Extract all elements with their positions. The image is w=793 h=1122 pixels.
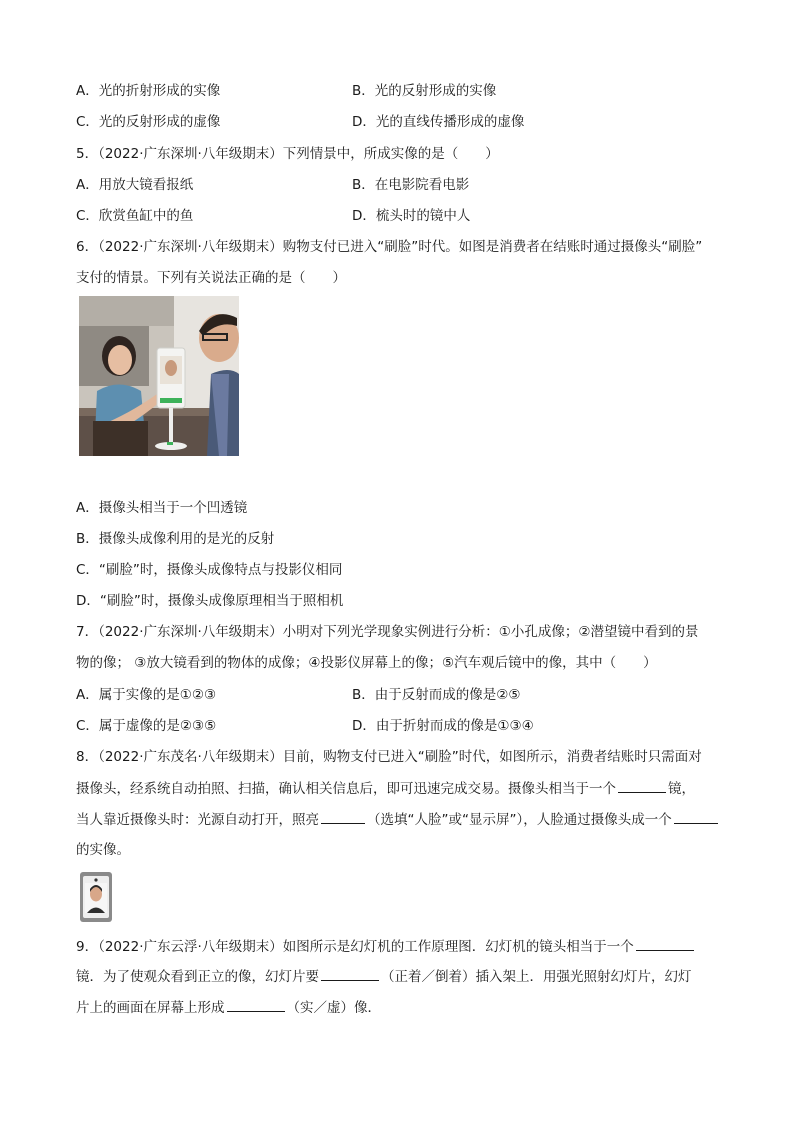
answer-blank-3 bbox=[674, 809, 718, 824]
answer-blank-4 bbox=[636, 936, 694, 951]
q9-line3-text: 片上的画面在屏幕上形成 bbox=[76, 1000, 225, 1016]
q7-option-c: C．属于虚像的是②③⑤ bbox=[76, 718, 217, 734]
q8-line2-text: 摄像头，经系统自动拍照、扫描，确认相关信息后，即可迅速完成交易。摄像头相当于一个 bbox=[76, 781, 616, 797]
q9-line2-end: （正着／倒着）插入架上．用强光照射幻灯片，幻灯 bbox=[381, 969, 692, 985]
q9-line3-end: （实／虚）像． bbox=[286, 1000, 381, 1016]
q6-option-c: C．“刷脸”时，摄像头成像特点与投影仪相同 bbox=[76, 562, 343, 578]
q5-option-c: C．欣赏鱼缸中的鱼 bbox=[76, 208, 194, 224]
q9-line3 bbox=[76, 997, 381, 1018]
q8-line1: 8．（2022·广东茂名·八年级期末）目前，购物支付已进入“刷脸”时代，如图所示，消费者结账时只需面对 bbox=[76, 749, 702, 765]
q9-line1-text: 9．（2022·广东云浮·八年级期末）如图所示是幻灯机的工作原理图．幻灯机的镜头相当于一个 bbox=[76, 939, 634, 955]
answer-blank-6 bbox=[227, 997, 285, 1012]
q8-line3-text: 当人靠近摄像头时：光源自动打开，照亮 bbox=[76, 812, 319, 828]
q4-option-c: C．光的反射形成的虚像 bbox=[76, 114, 221, 130]
q9-line2-text: 镜．为了使观众看到正立的像，幻灯片要 bbox=[76, 969, 319, 985]
q5-stem: 5．（2022·广东深圳·八年级期末）下列情景中，所成实像的是（ ） bbox=[76, 146, 499, 162]
answer-blank-1 bbox=[618, 778, 666, 793]
q7-stem-line1: 7．（2022·广东深圳·八年级期末）小明对下列光学现象实例进行分析：①小孔成像；②潜望镜中看到的景 bbox=[76, 624, 699, 640]
answer-blank-2 bbox=[321, 809, 365, 824]
q8-line4: 的实像。 bbox=[76, 842, 130, 858]
q5-option-b: B．在电影院看电影 bbox=[352, 177, 470, 193]
q9-line2 bbox=[76, 966, 692, 987]
q6-option-d: D．“刷脸”时，摄像头成像原理相当于照相机 bbox=[76, 593, 344, 609]
face-kiosk-thumbnail bbox=[80, 872, 112, 922]
q6-option-b: B．摄像头成像利用的是光的反射 bbox=[76, 531, 275, 547]
q9-line1 bbox=[76, 936, 696, 957]
q7-option-d: D．由于折射而成的像是①③④ bbox=[352, 718, 534, 734]
q5-option-d: D．梳头时的镜中人 bbox=[352, 208, 471, 224]
q5-option-a: A．用放大镜看报纸 bbox=[76, 177, 194, 193]
q8-line2-end: 镜， bbox=[668, 781, 695, 797]
q4-option-d: D．光的直线传播形成的虚像 bbox=[352, 114, 525, 130]
q6-stem-line2: 支付的情景。下列有关说法正确的是（ ） bbox=[76, 270, 346, 286]
q7-stem-line2: 物的像； ③放大镜看到的物体的成像；④投影仪屏幕上的像；⑤汽车观后镜中的像，其中（ ） bbox=[76, 655, 657, 671]
q6-option-a: A．摄像头相当于一个凹透镜 bbox=[76, 500, 248, 516]
q8-line3-mid: （选填“人脸”或“显示屏”），人脸通过摄像头成一个 bbox=[367, 812, 672, 828]
q4-option-b: B．光的反射形成的实像 bbox=[352, 83, 497, 99]
face-payment-photo bbox=[79, 296, 239, 456]
answer-blank-5 bbox=[321, 966, 379, 981]
q4-option-a: A．光的折射形成的实像 bbox=[76, 83, 221, 99]
q7-option-a: A．属于实像的是①②③ bbox=[76, 687, 217, 703]
q8-line2 bbox=[76, 778, 695, 799]
q6-stem-line1: 6．（2022·广东深圳·八年级期末）购物支付已进入“刷脸”时代。如图是消费者在结账时通过摄像头“刷脸” bbox=[76, 239, 703, 255]
q8-line3 bbox=[76, 809, 720, 830]
q7-option-b: B．由于反射而成的像是②⑤ bbox=[352, 687, 521, 703]
